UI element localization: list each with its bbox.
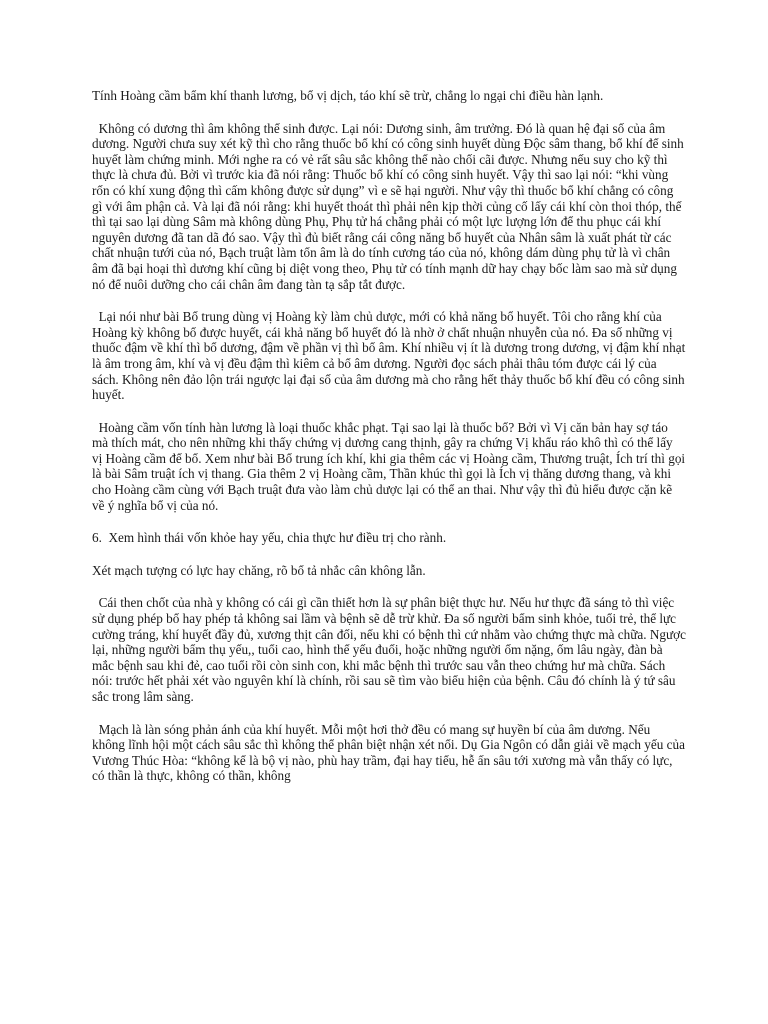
document-page xyxy=(92,88,690,801)
paragraph-bo-trung-hoang-ky: Lại nói như bài Bổ trung dùng vị Hoàng kỳ làm chủ dược, mới có khả năng bổ huyết. Tôi cho rằng khí của Hoàng kỳ không bổ được huyết, cái khả năng bổ huyết đó là nhờ ở chất nhuận nhuyễn của nó. Đa số những vị thuốc đậm về khí thì bổ dương, đậm về phần vị thì bổ âm. Khí nhiều vị ít là dương trong dương, vị đậm khí nhạt là âm trong âm, khí và vị đều đậm thì kiêm cả bổ âm dương. Người đọc sách phải thâu tóm được cái lý của sách. Không nên đảo lộn trái ngược lại đại số của âm dương mà cho rằng hết thảy thuốc bổ khí đều có công sinh huyết. xyxy=(92,309,689,403)
section-heading-6: 6. Xem hình thái vốn khỏe hay yếu, chia thực hư điều trị cho rành. xyxy=(92,530,447,546)
paragraph-hoang-cam-bo-vi: Hoàng cầm vốn tính hàn lương là loại thuốc khắc phạt. Tại sao lại là thuốc bổ? Bởi vì Vị căn bản hay sợ táo mà thích mát, cho nên những khi thấy chứng vị dương cang thịnh, gây ra chứng Vị khẩu ráo khô thì có thể lấy vị Hoàng cầm để bổ. Xem như bài Bổ trung ích khí, khi gia thêm các vị Hoàng cầm, Thương truật, Ích trí thì gọi là bài Sâm truật ích vị thang. Gia thêm 2 vị Hoàng cầm, Thần khúc thì gọi là Ích vị thăng dương thang, và khi cho Hoàng cầm cùng với Bạch truật đưa vào làm chủ dược lại có thể an thai. Như vậy thì đủ hiểu được cặn kẽ về ý nghĩa bổ vị của nó. xyxy=(92,419,689,513)
paragraph-hoang-cam-nature: Tính Hoàng cầm bẩm khí thanh lương, bổ vị dịch, táo khí sẽ trừ, chẳng lo ngại chi điều hàn lạnh. xyxy=(92,88,604,103)
paragraph-thuc-hu: Cái then chốt của nhà y không có cái gì cần thiết hơn là sự phân biệt thực hư. Nếu hư thực đã sáng tỏ thì việc sử dụng phép bổ hay phép tả không sai lầm và bệnh sẽ dễ trừ khử. Đa số người bẩm sinh khỏe, tuổi trẻ, thể lực cường tráng, khí huyết đầy đủ, xương thịt cân đối, nếu khi có bệnh thì cứ nhằm vào chứng thực mà chữa. Ngược lại, những người bẩm thụ yếu,, tuổi cao, hình thể yếu đuối, hoặc những người ốm nặng, ốm lâu ngày, đàn bà mắc bệnh sau khi đẻ, cao tuổi rồi còn sinh con, khi mắc bệnh thì trước sau vẫn theo chứng hư mà chữa. Sách nói: trước hết phải xét vào nguyên khí là chính, rồi sau sẽ tìm vào biểu hiện của bệnh. Câu đó chính là ý tứ sâu sắc trong lâm sàng. xyxy=(92,595,690,704)
section-subheading-mach-tuong: Xét mạch tượng có lực hay chăng, rõ bổ tả nhắc cân không lẫn. xyxy=(92,562,426,578)
paragraph-duong-sinh-am-truong: Không có dương thì âm không thể sinh được. Lại nói: Dương sinh, âm trưởng. Đó là quan hệ đại số của âm dương. Người chưa suy xét kỹ thì cho rằng thuốc bổ khí có công sinh huyết dùng Độc sâm thang, bổ khí để sinh huyết làm chứng minh. Mới nghe ra có vẻ rất sâu sắc không thể nào chối cãi được. Nhưng nếu suy cho kỹ thì thực là chưa đủ. Bởi vì trước kia đã nói rằng: Thuốc bổ khí có công sinh huyết. Vậy thì sao lại nói: “khi vùng rốn có khí xung động thì cấm không được sử dụng” vì e sẽ hại người. Như vậy thì thuốc bổ khí chẳng có công gì với âm phận cả. Và lại đã nói rằng: khi huyết thoát thì phải nên kịp thời củng cố lấy cái khí còn thoi thóp, thế thì tại sao lại dùng Sâm mà không dùng Phụ, Phụ tử há chẳng phải có một lực lượng lớn để thu phục cái khí nguyên dương đã tan dã đó sao. Vậy thì đủ biết rằng cái công năng bổ huyết của Nhân sâm là xuất phát từ các chất nhuận tưới của nó, Bạch truật làm tổn âm là do tính cương táo của nó, không dám dùng phụ tử là vì chân âm đã bại hoại thì dương khí cũng bị diệt vong theo, Phụ tử có tính mạnh dữ hay chạy bốc làm sao mà sử dụng nó để nuôi dưỡng cho cái chân âm đang tàn tạ sắp tắt được. xyxy=(92,120,688,292)
paragraph-mach-khi-huyet: Mạch là làn sóng phản ánh của khí huyết. Mỗi một hơi thở đều có mang sự huyền bí của âm dương. Nếu không lĩnh hội một cách sâu sắc thì không thể phân biệt nhận xét nổi. Dụ Gia Ngôn có dẫn giải về mạch yếu của Vương Thúc Hòa: “không kể là bộ vị nào, phù hay trầm, đại hay tiểu, hễ ấn sâu tới xương mà vẫn thấy có lực, có thần là thực, không có thần, không xyxy=(92,721,688,784)
